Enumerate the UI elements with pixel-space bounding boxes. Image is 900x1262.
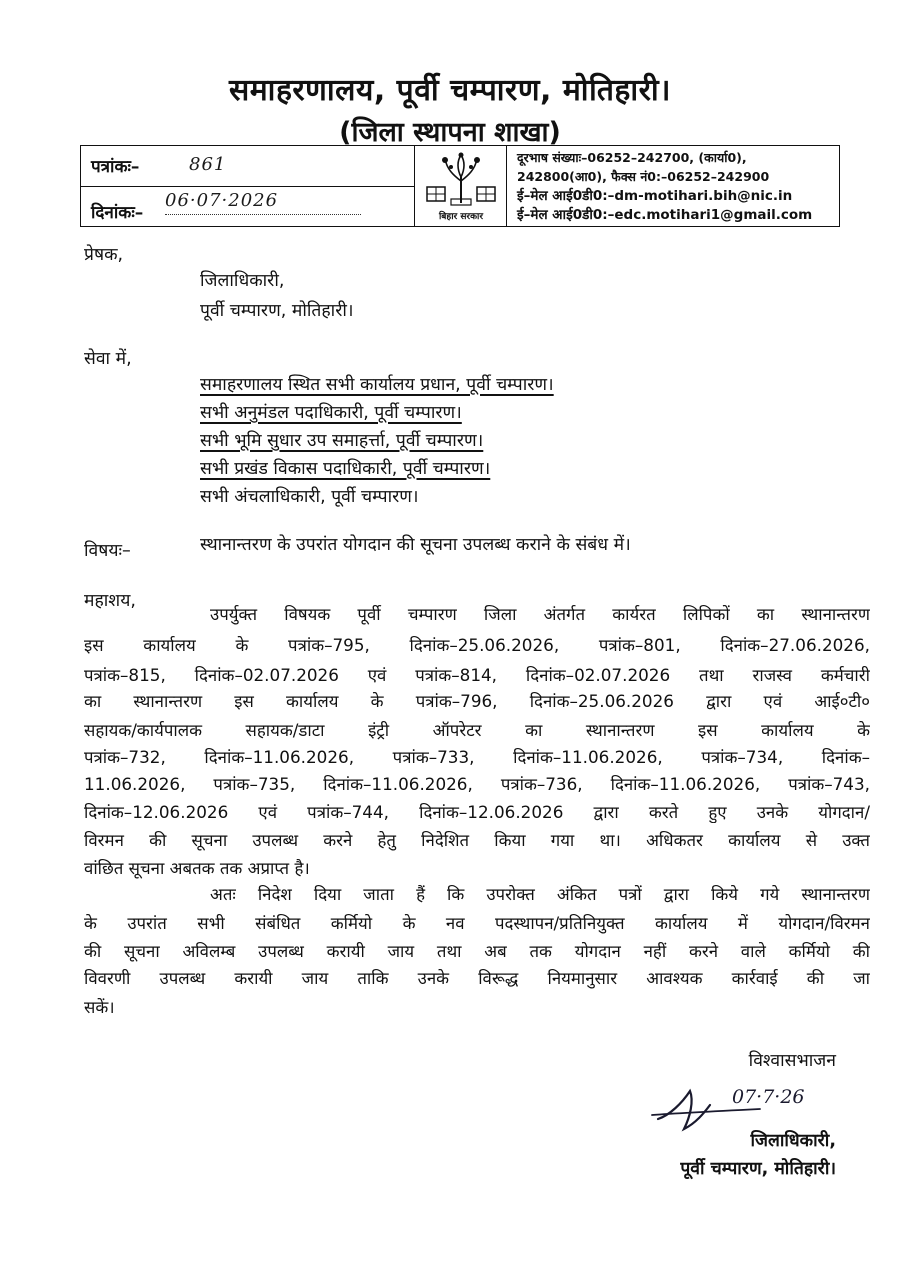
paragraph-1-line: वांछित सूचना अबतक तक अप्राप्त है।: [84, 858, 310, 878]
branch-title: (जिला स्थापना शाखा): [339, 117, 561, 148]
salutation: महाशय,: [84, 591, 136, 611]
subject-label: विषयः–: [84, 541, 131, 561]
paragraph-1-line: सहायक/कार्यपालक सहायक/डाटा इंट्री ऑपरेटर का स्थानान्तरण इस कार्यालय के: [84, 720, 870, 740]
letter-number-label: पत्रांकः–: [91, 157, 140, 177]
date-dotted-line: [165, 214, 361, 215]
recipients-label: सेवा में,: [84, 349, 132, 369]
paragraph-2-line: विवरणी उपलब्ध करायी जाय ताकि उनके विरूद्ध नियमानुसार आवश्यक कार्रवाई की जा: [84, 968, 870, 988]
paragraph-2-line: अतः निदेश दिया जाता हैं कि उपरोक्त अंकित पत्रों द्वारा किये गये स्थानान्तरण: [210, 884, 870, 904]
paragraph-2-line: के उपरांत सभी संबंधित कर्मियो के नव पदस्थापन/प्रतिनियुक्त कार्यालय में योगदान/विरमन: [84, 913, 870, 933]
logo-caption: बिहार सरकार: [438, 212, 484, 222]
paragraph-1-line: दिनांक–12.06.2026 एवं पत्रांक–744, दिनांक–12.06.2026 द्वारा करते हुए उनके योगदान/: [84, 802, 870, 822]
letter-header-table: [80, 145, 840, 227]
signatory-designation: जिलाधिकारी,: [750, 1131, 836, 1151]
reference-cell: [81, 146, 415, 226]
email-line-1: ई–मेल आई0डी0:–dm-motihari.bih@nic.in: [517, 188, 793, 204]
paragraph-1-line: का स्थानान्तरण इस कार्यालय के पत्रांक–796, दिनांक–25.06.2026 द्वारा एवं आई०टी०: [84, 691, 870, 711]
recipient-item: सभी भूमि सुधार उप समाहर्त्ता, पूर्वी चम्पारण।: [200, 431, 484, 451]
logo-cell: [415, 146, 507, 226]
paragraph-1-line: 11.06.2026, पत्रांक–735, दिनांक–11.06.2026, पत्रांक–736, दिनांक–11.06.2026, पत्रांक–743,: [84, 774, 870, 794]
date-label: दिनांकः–: [91, 203, 144, 223]
phone-line-1: दूरभाष संख्याः–06252–242700, (कार्या0),: [517, 150, 747, 165]
closing-text: विश्वासभाजन: [748, 1051, 836, 1071]
paragraph-1-line: उपर्युक्त विषयक पूर्वी चम्पारण जिला अंतर्गत कार्यरत लिपिकों का स्थानान्तरण: [210, 604, 870, 624]
paragraph-2-line: की सूचना अविलम्ब उपलब्ध करायी जाय तथा अब तक योगदान नहीं करने वाले कर्मियो की: [84, 941, 870, 961]
recipient-item: सभी अंचलाधिकारी, पूर्वी चम्पारण।: [200, 487, 419, 507]
paragraph-1-line: पत्रांक–815, दिनांक–02.07.2026 एवं पत्रांक–814, दिनांक–02.07.2026 तथा राजस्व कर्मचारी: [84, 665, 870, 685]
bihar-emblem-icon: [425, 151, 497, 209]
office-title: समाहरणालय, पूर्वी चम्पारण, मोतिहारी।: [228, 73, 672, 108]
recipient-item: सभी अनुमंडल पदाधिकारी, पूर्वी चम्पारण।: [200, 403, 462, 423]
date-value: 06·07·2026: [165, 190, 279, 211]
subject-text: स्थानान्तरण के उपरांत योगदान की सूचना उपलब्ध कराने के संबंध में।: [200, 535, 631, 555]
signatory-location: पूर्वी चम्पारण, मोतिहारी।: [680, 1159, 836, 1179]
divider: [81, 186, 414, 187]
signature-date: 07·7·26: [732, 1086, 805, 1108]
sender-designation: जिलाधिकारी,: [200, 271, 285, 291]
paragraph-1-line: विरमन की सूचना उपलब्ध करने हेतु निदेशित किया गया था। अधिकतर कार्यालय से उक्त: [84, 830, 870, 850]
contact-cell: [507, 146, 839, 226]
sender-label: प्रेषक,: [84, 245, 124, 265]
phone-line-2: 242800(आ0), फैक्स नं0:–06252–242900: [517, 169, 770, 184]
paragraph-1-line: इस कार्यालय के पत्रांक–795, दिनांक–25.06.2026, पत्रांक–801, दिनांक–27.06.2026,: [84, 635, 870, 655]
paragraph-1-line: पत्रांक–732, दिनांक–11.06.2026, पत्रांक–733, दिनांक–11.06.2026, पत्रांक–734, दिनांक–: [84, 747, 870, 767]
sender-location: पूर्वी चम्पारण, मोतिहारी।: [200, 301, 354, 321]
recipient-item: सभी प्रखंड विकास पदाधिकारी, पूर्वी चम्पारण।: [200, 459, 491, 479]
email-line-2: ई–मेल आई0डी0:–edc.motihari1@gmail.com: [517, 207, 813, 223]
paragraph-2-line: सकें।: [84, 997, 115, 1017]
letter-number-value: 861: [189, 154, 227, 175]
recipient-item: समाहरणालय स्थित सभी कार्यालय प्रधान, पूर्वी चम्पारण।: [200, 375, 554, 395]
